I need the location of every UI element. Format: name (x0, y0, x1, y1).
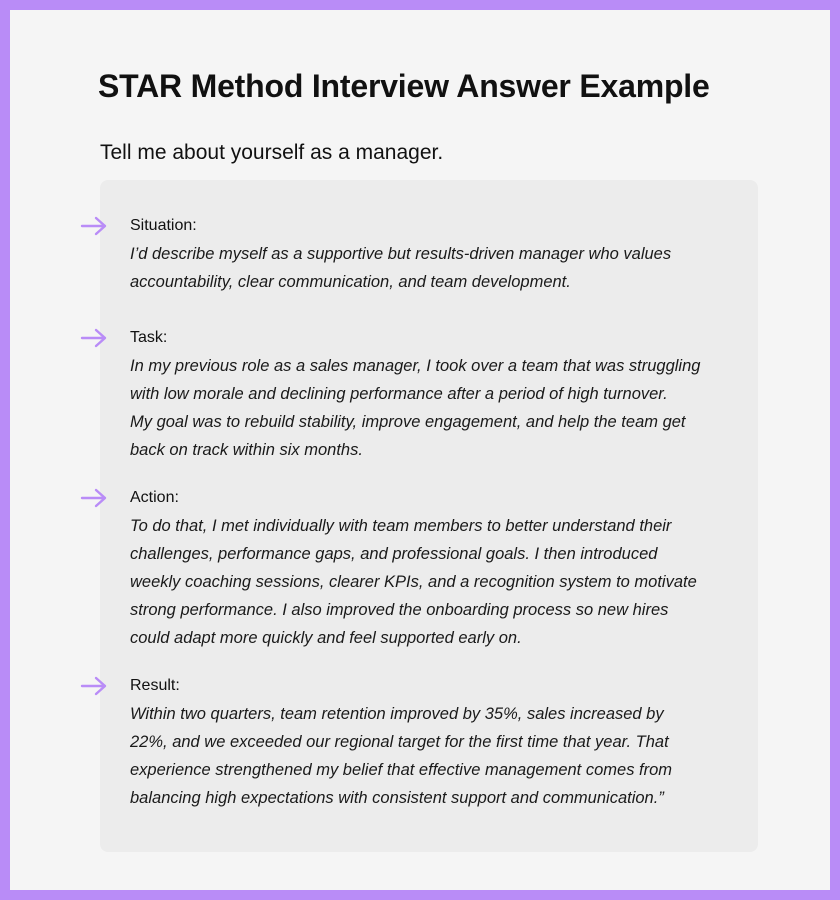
page-frame (10, 10, 830, 890)
page-title: STAR Method Interview Answer Example (98, 68, 710, 104)
body-line: In my previous role as a sales manager, I took over a team that was struggling (130, 357, 701, 375)
section-body (130, 512, 740, 652)
body-line: Within two quarters, team retention improved by 35%, sales increased by (130, 705, 664, 723)
section-label: Situation: (130, 217, 197, 234)
body-line: My goal was to rebuild stability, improve engagement, and help the team get (130, 413, 686, 431)
section-label: Result: (130, 677, 180, 694)
body-line: weekly coaching sessions, clearer KPIs, and a recognition system to motivate (130, 573, 697, 591)
body-line: I’d describe myself as a supportive but results-driven manager who values (130, 245, 672, 263)
body-line: with low morale and declining performance after a period of high turnover. (130, 385, 668, 403)
section-body (130, 352, 740, 464)
body-line: could adapt more quickly and feel supported early on. (130, 629, 522, 647)
body-line: strong performance. I also improved the onboarding process so new hires (130, 601, 669, 619)
body-line: accountability, clear communication, and team development. (130, 273, 571, 291)
arrow-right-icon (80, 486, 110, 510)
body-line: experience strengthened my belief that effective management comes from (130, 761, 673, 779)
body-line: challenges, performance gaps, and professional goals. I then introduced (130, 545, 658, 563)
section-body (130, 700, 740, 812)
body-line: 22%, and we exceeded our regional target for the first time that year. That (130, 733, 669, 751)
section-label: Task: (130, 329, 168, 346)
answer-card (100, 180, 758, 852)
arrow-right-icon (80, 326, 110, 350)
interview-question: Tell me about yourself as a manager. (100, 141, 444, 164)
arrow-right-icon (80, 674, 110, 698)
body-line: back on track within six months. (130, 441, 363, 459)
section-body (130, 240, 740, 296)
body-line: To do that, I met individually with team members to better understand their (130, 517, 672, 535)
arrow-right-icon (80, 214, 110, 238)
body-line: balancing high expectations with consistent support and communication.” (130, 789, 664, 807)
section-label: Action: (130, 489, 179, 506)
